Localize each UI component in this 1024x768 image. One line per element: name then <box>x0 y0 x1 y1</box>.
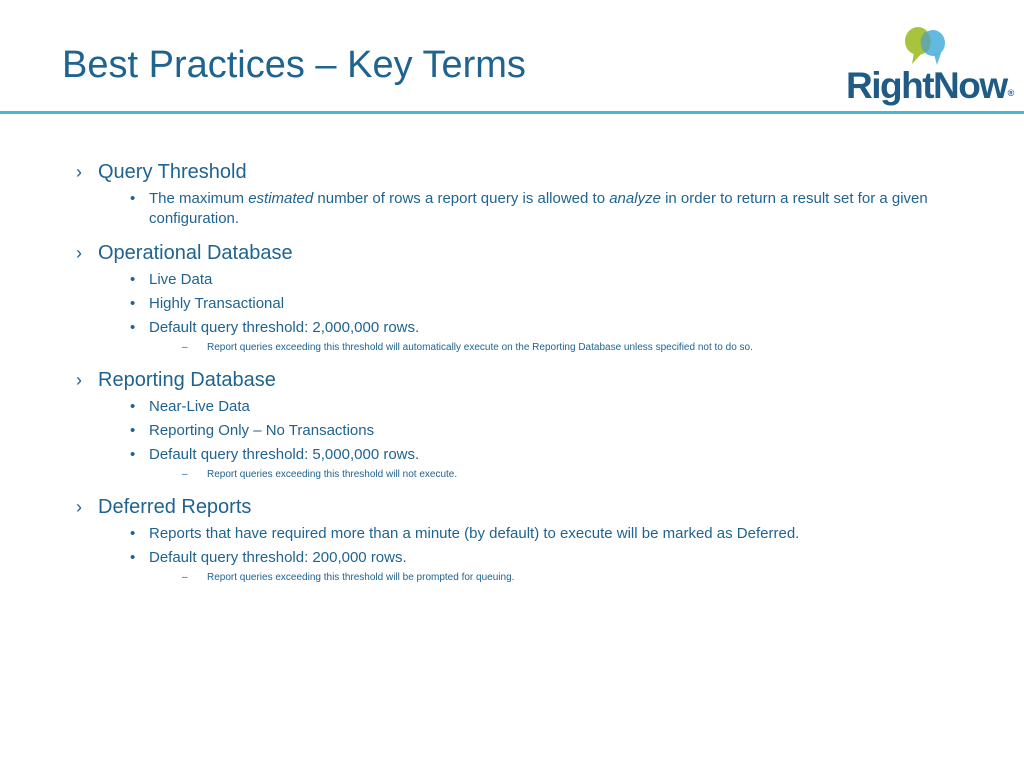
dash-marker: – <box>182 469 188 480</box>
section-heading-query-threshold <box>76 158 956 186</box>
bullet-marker: • <box>130 271 136 288</box>
level1-marker: › <box>76 497 82 517</box>
sub-bullet-text: Report queries exceeding this threshold will be prompted for queuing. <box>207 572 515 583</box>
bullet-item <box>76 397 956 417</box>
bullet-marker: • <box>130 422 136 439</box>
section-heading-text: Deferred Reports <box>98 496 252 518</box>
section-heading-text: Reporting Database <box>98 369 276 391</box>
section-heading-reporting-database <box>76 366 956 394</box>
registered-mark: ® <box>1007 88 1015 98</box>
bullet-item <box>76 421 956 441</box>
bullet-marker: • <box>130 190 136 207</box>
text-run: The maximum <box>149 190 249 207</box>
emphasis-estimated: estimated <box>248 190 314 207</box>
bullet-text: Highly Transactional <box>149 295 285 312</box>
section-heading-deferred-reports <box>76 493 956 521</box>
text-run: in order to return a result set for a given configuration. <box>149 190 928 227</box>
bullet-text: Reports that have required more than a minute (by default) to execute will be marked as Deferred. <box>149 525 800 542</box>
bullet-text <box>149 190 928 227</box>
bullet-marker: • <box>130 295 136 312</box>
emphasis-analyze: analyze <box>609 190 661 207</box>
sub-bullet-item <box>76 467 956 483</box>
bullet-item <box>76 318 956 338</box>
bullet-content <box>76 158 956 586</box>
section-heading-text: Operational Database <box>98 242 293 264</box>
level1-marker: › <box>76 162 82 182</box>
title-divider <box>0 111 1024 114</box>
logo-wordmark <box>846 65 1014 114</box>
bullet-item <box>76 548 956 568</box>
bullet-item <box>76 189 956 229</box>
sub-bullet-text: Report queries exceeding this threshold will automatically execute on the Reporting Database unless specified not to do so. <box>207 342 753 353</box>
logo-text: RightNow <box>846 65 1007 106</box>
bullet-marker: • <box>130 549 136 566</box>
bullet-item <box>76 445 956 465</box>
bullet-marker: • <box>130 525 136 542</box>
level1-marker: › <box>76 370 82 390</box>
dash-marker: – <box>182 342 188 353</box>
bullet-text: Live Data <box>149 271 213 288</box>
bullet-text: Default query threshold: 200,000 rows. <box>149 549 407 566</box>
bullet-marker: • <box>130 446 136 463</box>
dash-marker: – <box>182 572 188 583</box>
bullet-text: Default query threshold: 5,000,000 rows. <box>149 446 420 463</box>
slide-title: Best Practices – Key Terms <box>62 44 526 86</box>
bullet-text: Default query threshold: 2,000,000 rows. <box>149 319 420 336</box>
text-run: number of rows a report query is allowed to <box>313 190 610 207</box>
rightnow-logo <box>846 20 1015 106</box>
speech-bubbles-icon <box>900 20 952 66</box>
level1-marker: › <box>76 243 82 263</box>
sub-bullet-text: Report queries exceeding this threshold will not execute. <box>207 469 458 480</box>
bullet-marker: • <box>130 398 136 415</box>
bullet-item <box>76 524 956 544</box>
bullet-text: Reporting Only – No Transactions <box>149 422 375 439</box>
bullet-item <box>76 294 956 314</box>
section-heading-text: Query Threshold <box>98 161 247 183</box>
bullet-marker: • <box>130 319 136 336</box>
bullet-item <box>76 270 956 290</box>
sub-bullet-item <box>76 340 956 356</box>
section-heading-operational-database <box>76 239 956 267</box>
bullet-text: Near-Live Data <box>149 398 250 415</box>
sub-bullet-item <box>76 570 956 586</box>
